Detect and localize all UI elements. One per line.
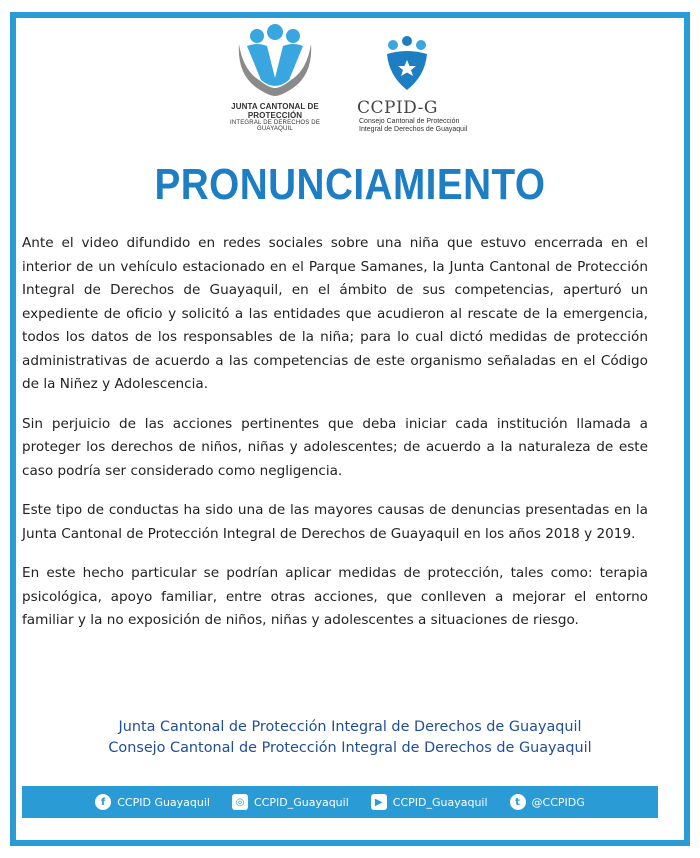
social-youtube[interactable] <box>371 794 488 810</box>
social-label: @CCPIDG <box>531 795 585 809</box>
paragraph: Este tipo de conductas ha sido una de las mayores causas de denuncias presentadas en la Junta Cantonal de Protección Integral de Derechos de Guayaquil en los años 2018 y 2019. <box>22 502 648 542</box>
twitter-icon: t <box>510 794 526 810</box>
children-hands-icon <box>235 22 315 100</box>
social-label: CCPID Guayaquil <box>117 795 210 809</box>
social-facebook[interactable] <box>95 794 210 810</box>
document-title: PRONUNCIAMIENTO <box>154 160 546 209</box>
junta-name-line2: INTEGRAL DE DERECHOS DE GUAYAQUIL <box>229 120 321 132</box>
instagram-icon: ◎ <box>232 794 248 810</box>
ccpid-figure-icon <box>385 36 429 92</box>
junta-cantonal-logo <box>215 22 335 142</box>
youtube-icon: ▶ <box>371 794 387 810</box>
ccpid-logo <box>355 36 485 146</box>
logo-header <box>0 22 700 142</box>
social-label: CCPID_Guayaquil <box>392 795 488 809</box>
facebook-icon: f <box>95 794 111 810</box>
social-label: CCPID_Guayaquil <box>254 795 349 809</box>
junta-name-line1: JUNTA CANTONAL DE PROTECCIÓN <box>231 102 319 120</box>
signature-block <box>0 717 700 759</box>
paragraph: En este hecho particular se podrían aplicar medidas de protección, tales como: terapia psicológica, apoyo familiar, entre otras acciones, que conlleven a mejorar el entorno familiar y la no exposición de niños, niñas y adolescentes a situaciones de riesgo. <box>22 565 648 628</box>
statement-body <box>22 232 648 649</box>
ccpid-name: CCPID-G <box>357 98 438 118</box>
ccpid-sub-line1: Consejo Cantonal de Protección <box>359 118 460 125</box>
signature-line1: Junta Cantonal de Protección Integral de Derechos de Guayaquil <box>118 719 582 735</box>
social-twitter[interactable] <box>510 794 585 810</box>
social-instagram[interactable] <box>232 794 349 810</box>
signature-line2: Consejo Cantonal de Protección Integral de Derechos de Guayaquil <box>108 740 592 756</box>
paragraph: Ante el video difundido en redes sociales sobre una niña que estuvo encerrada en el interior de un vehículo estacionado en el Parque Samanes, la Junta Cantonal de Protección Integral de Derechos de Guayaquil, en el ámbito de sus competencias, aperturó un expediente de oficio y solicitó a las entidades que acudieron al rescate de la emergencia, todos los datos de los responsables de la niña; para lo cual dictó medidas de protección administrativas de acuerdo a las competencias de este organismo señaladas en el Código de la Niñez y Adolescencia. <box>22 235 648 392</box>
paragraph: Sin perjuicio de las acciones pertinentes que deba iniciar cada institución llamada a proteger los derechos de niños, niñas y adolescentes; de acuerdo a la naturaleza de este caso podría ser considerado como negligencia. <box>22 415 648 479</box>
ccpid-sub-line2: Integral de Derechos de Guayaquil <box>359 126 468 133</box>
social-bar <box>22 786 658 818</box>
